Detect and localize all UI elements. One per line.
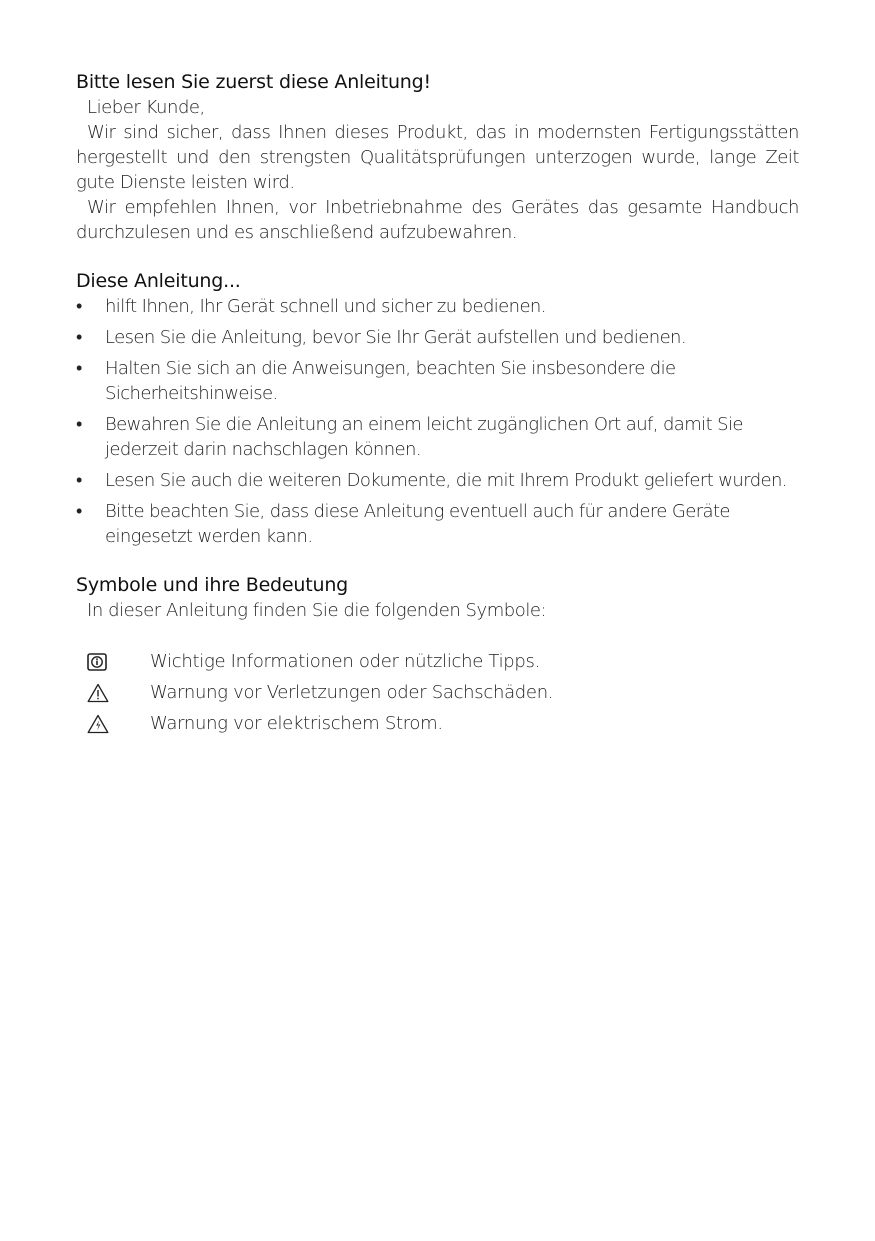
manual-bullet-list [76, 294, 799, 549]
bullet-icon: • [76, 358, 82, 379]
symbol-legend [76, 646, 799, 739]
list-item: • Lesen Sie die Anleitung, bevor Sie Ihr Gerät aufstellen und bedienen. [76, 327, 686, 348]
bullet-icon: • [76, 501, 82, 522]
list-item: • Bitte beachten Sie, dass diese Anleitung eventuell auch für andere Geräte eingesetzt werden kann. [76, 501, 730, 547]
electric-warning-icon [87, 714, 109, 734]
bullet-icon: • [76, 296, 82, 317]
symbols-intro: In dieser Anleitung finden Sie die folgenden Symbole: [87, 600, 547, 621]
symbol-row-warning [76, 677, 799, 708]
symbol-text-electric: Warnung vor elektrischem Strom. [150, 713, 443, 734]
manual-heading: Diese Anleitung... [76, 270, 241, 292]
list-item: • Lesen Sie auch die weiteren Dokumente, die mit Ihrem Produkt geliefert wurden. [76, 470, 787, 491]
bullet-icon: • [76, 414, 82, 435]
greeting: Lieber Kunde, [87, 97, 205, 118]
intro-paragraph-1: Wir sind sicher, dass Ihnen dieses Produkt, das in modernsten Fertigungsstätten hergestellt und den strengsten Qualitätsprüfungen unterzogen wurde, lange Zeit gute Dienste leisten wird. [76, 122, 799, 193]
list-item: • Halten Sie sich an die Anweisungen, beachten Sie insbesondere die Sicherheitshinweise. [76, 358, 676, 404]
symbol-text-info: Wichtige Informationen oder nützliche Tipps. [150, 651, 541, 672]
symbol-text-warning: Warnung vor Verletzungen oder Sachschäden. [150, 682, 554, 703]
list-item: • Bewahren Sie die Anleitung an einem leicht zugänglichen Ort auf, damit Sie jederzeit darin nachschlagen können. [76, 414, 743, 460]
warning-triangle-icon [87, 683, 109, 703]
bullet-icon: • [76, 327, 82, 348]
page-content [76, 70, 799, 739]
list-item: • hilft Ihnen, Ihr Gerät schnell und sicher zu bedienen. [76, 296, 546, 317]
bullet-icon: • [76, 470, 82, 491]
symbol-row-info [76, 646, 799, 677]
symbols-heading: Symbole und ihre Bedeutung [76, 574, 349, 596]
intro-heading: Bitte lesen Sie zuerst diese Anleitung! [76, 71, 431, 93]
symbol-row-electric [76, 708, 799, 739]
intro-paragraph-2: Wir empfehlen Ihnen, vor Inbetriebnahme des Gerätes das gesamte Handbuch durchzulesen und es anschließend aufzubewahren. [76, 197, 799, 243]
info-icon [87, 653, 107, 671]
